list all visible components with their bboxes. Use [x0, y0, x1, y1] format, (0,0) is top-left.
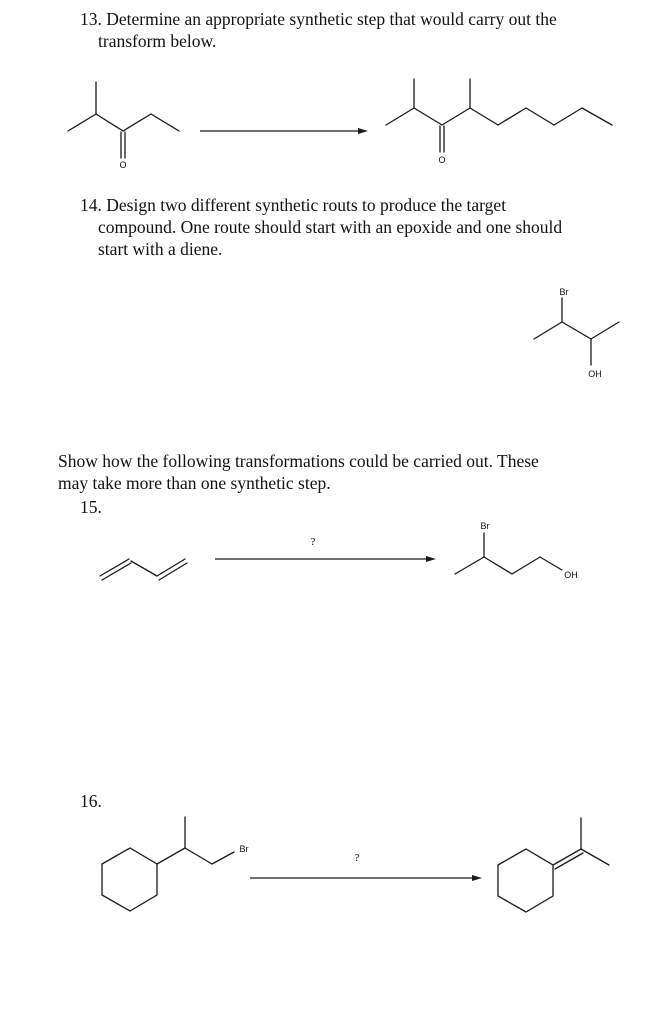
- bond: [582, 108, 612, 125]
- cyclohexane-ring: [498, 849, 553, 912]
- bond: [554, 108, 582, 125]
- bond: [131, 561, 157, 576]
- question-15-number: 15.: [80, 497, 102, 517]
- bromine-label: Br: [239, 844, 249, 854]
- question-14-line-1: 14. Design two different synthetic routs to produce the target: [80, 195, 507, 215]
- bond: [96, 114, 123, 131]
- intro-line-1: Show how the following transformations could be carried out. These: [58, 451, 539, 471]
- bond: [151, 114, 179, 131]
- q14-target-structure: [534, 287, 619, 379]
- question-16-number: 16.: [80, 791, 102, 811]
- question-13-line-1: 13. Determine an appropriate synthetic step that would carry out the: [80, 9, 557, 29]
- q15-reactant-structure: [100, 559, 187, 580]
- bond: [581, 849, 609, 865]
- oxygen-label: O: [438, 155, 446, 165]
- bond: [526, 108, 554, 125]
- oxygen-label: O: [119, 160, 127, 170]
- bond: [534, 322, 562, 339]
- bond: [442, 108, 470, 125]
- q15-product-structure: [455, 521, 578, 580]
- double-bond: [102, 563, 131, 580]
- bond: [185, 848, 212, 864]
- intro-line-2: may take more than one synthetic step.: [58, 473, 331, 493]
- bond: [484, 557, 512, 574]
- question-14-line-3: start with a diene.: [98, 239, 223, 259]
- bromine-label: Br: [480, 521, 490, 531]
- bond: [498, 108, 526, 125]
- question-13-line-2: transform below.: [98, 31, 217, 51]
- bond: [512, 557, 540, 574]
- bond: [123, 114, 151, 131]
- hydroxyl-label: OH: [588, 369, 602, 379]
- bond: [562, 322, 591, 339]
- bond: [212, 852, 234, 864]
- reagent-unknown: ?: [354, 852, 360, 864]
- q16-reaction-arrow: [250, 852, 482, 881]
- q13-reaction-arrow: [200, 128, 368, 134]
- bond: [455, 557, 484, 574]
- q15-reaction-arrow: [215, 536, 436, 562]
- bond: [157, 848, 185, 864]
- q16-product-structure: [498, 818, 609, 912]
- bond: [100, 559, 129, 576]
- reagent-unknown: ?: [310, 536, 316, 548]
- bond: [591, 322, 619, 339]
- q13-product-structure: [386, 79, 612, 165]
- bromine-label: Br: [559, 287, 569, 297]
- q16-reactant-structure: [102, 817, 249, 911]
- bond: [470, 108, 498, 125]
- q13-reactant-structure: [68, 82, 179, 170]
- bond: [68, 114, 96, 131]
- bond: [540, 557, 562, 570]
- cyclohexane-ring: [102, 848, 157, 911]
- bond: [414, 108, 442, 125]
- hydroxyl-label: OH: [564, 570, 578, 580]
- bond: [386, 108, 414, 125]
- question-14-line-2: compound. One route should start with an epoxide and one should: [98, 217, 563, 237]
